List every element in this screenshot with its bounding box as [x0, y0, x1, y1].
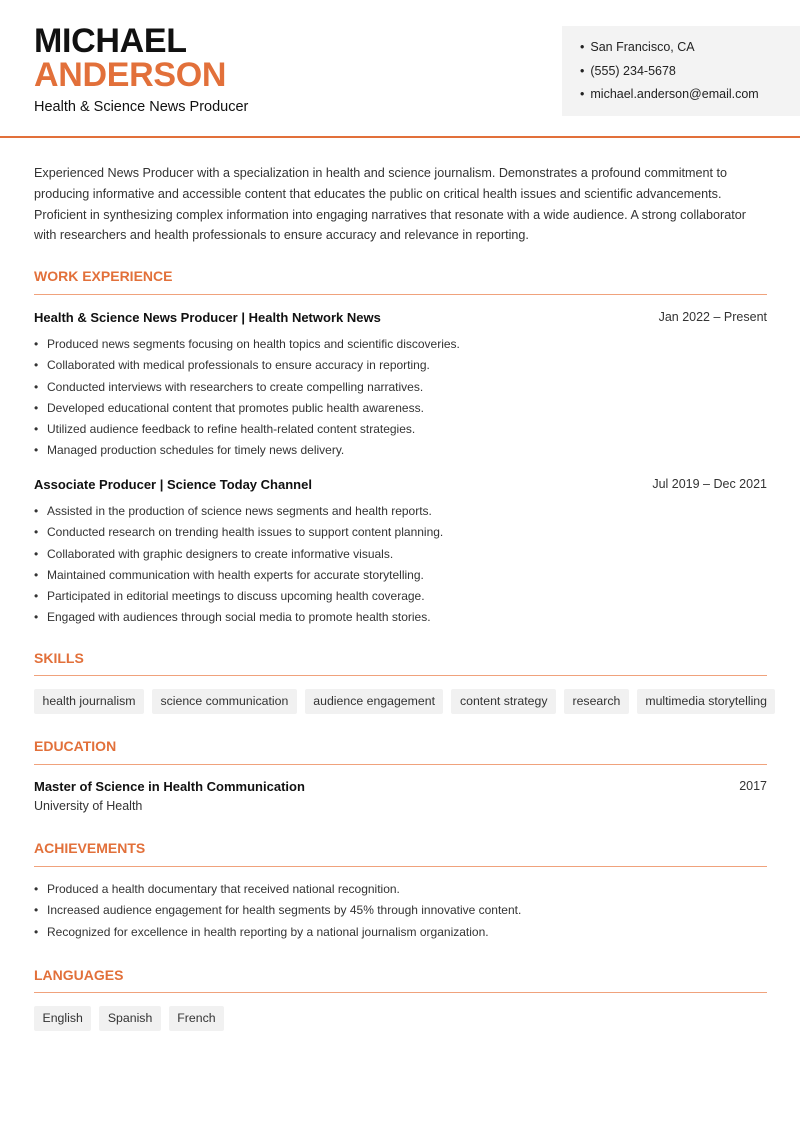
list-item: • Assisted in the production of science news segments and health reports. [34, 502, 774, 523]
professional-summary: Experienced News Producer with a specialization in health and science journalism. Demonstrates a profound commitment to producing informative and accessible content that educates the public on critical health issues and scientific advancements. Proficient in synthesizing complex information into engaging narratives that resonate with a wide audience. A strong collaborator with researchers and health professionals to ensure accuracy and relevance in reporting. [34, 166, 746, 243]
list-item: • Conducted research on trending health issues to support content planning. [34, 523, 774, 544]
job-dates-2: Jul 2019 – Dec 2021 [652, 477, 767, 491]
list-item: • Maintained communication with health experts for accurate storytelling. [34, 566, 774, 587]
contact-location: • San Francisco, CA [580, 37, 800, 61]
list-item: • Participated in editorial meetings to discuss upcoming health coverage. [34, 587, 774, 608]
list-item: • Recognized for excellence in health reporting by a national journalism organization. [34, 923, 774, 944]
section-divider [34, 675, 767, 676]
contact-box [562, 26, 800, 116]
list-item: • Produced a health documentary that received national recognition. [34, 880, 774, 901]
skill-tag: health journalism [34, 689, 144, 714]
job-title-1: Health & Science News Producer | Health Network News [34, 310, 381, 325]
work-experience-heading: WORK EXPERIENCE [34, 268, 173, 284]
achievements-list [34, 880, 774, 944]
list-item: • Utilized audience feedback to refine health-related content strategies. [34, 420, 774, 441]
job-bullets-2 [34, 502, 774, 630]
skill-tag: audience engagement [305, 689, 444, 714]
list-item: • Collaborated with graphic designers to create informative visuals. [34, 545, 774, 566]
list-item: • Developed educational content that promotes public health awareness. [34, 399, 774, 420]
skills-heading: SKILLS [34, 650, 84, 666]
language-tag: English [34, 1006, 91, 1031]
graduation-year: 2017 [739, 779, 767, 793]
section-divider [34, 764, 767, 765]
full-name [34, 24, 226, 92]
first-name: MICHAEL [34, 22, 187, 60]
job-title: Health & Science News Producer [34, 99, 249, 115]
section-divider [34, 866, 767, 867]
list-item: • Collaborated with medical professionals to ensure accuracy in reporting. [34, 356, 774, 377]
skill-tag: science communication [152, 689, 297, 714]
contact-phone: • (555) 234-5678 [580, 61, 800, 85]
job-bullets-1 [34, 335, 774, 463]
list-item: • Engaged with audiences through social media to promote health stories. [34, 608, 774, 629]
resume-header [0, 0, 800, 138]
language-tags [34, 1006, 224, 1031]
contact-email[interactable]: • michael.anderson@email.com [580, 84, 800, 108]
skills-tags [34, 689, 775, 714]
section-divider [34, 294, 767, 295]
skill-tag: content strategy [451, 689, 556, 714]
job-title-2: Associate Producer | Science Today Channel [34, 477, 312, 492]
list-item: • Increased audience engagement for health segments by 45% through innovative content. [34, 901, 774, 922]
last-name: ANDERSON [34, 56, 227, 94]
job-dates-1: Jan 2022 – Present [658, 310, 767, 324]
language-tag: French [169, 1006, 224, 1031]
contact-list [562, 26, 800, 108]
languages-heading: LANGUAGES [34, 967, 124, 983]
list-item: • Produced news segments focusing on health topics and scientific discoveries. [34, 335, 774, 356]
skill-tag: research [564, 689, 629, 714]
education-heading: EDUCATION [34, 738, 117, 754]
language-tag: Spanish [99, 1006, 160, 1031]
list-item: • Managed production schedules for timely news delivery. [34, 441, 774, 462]
section-divider [34, 992, 767, 993]
school-name: University of Health [34, 799, 143, 813]
list-item: • Conducted interviews with researchers to create compelling narratives. [34, 378, 774, 399]
skill-tag: multimedia storytelling [637, 689, 776, 714]
degree-title: Master of Science in Health Communication [34, 779, 305, 794]
achievements-heading: ACHIEVEMENTS [34, 840, 146, 856]
